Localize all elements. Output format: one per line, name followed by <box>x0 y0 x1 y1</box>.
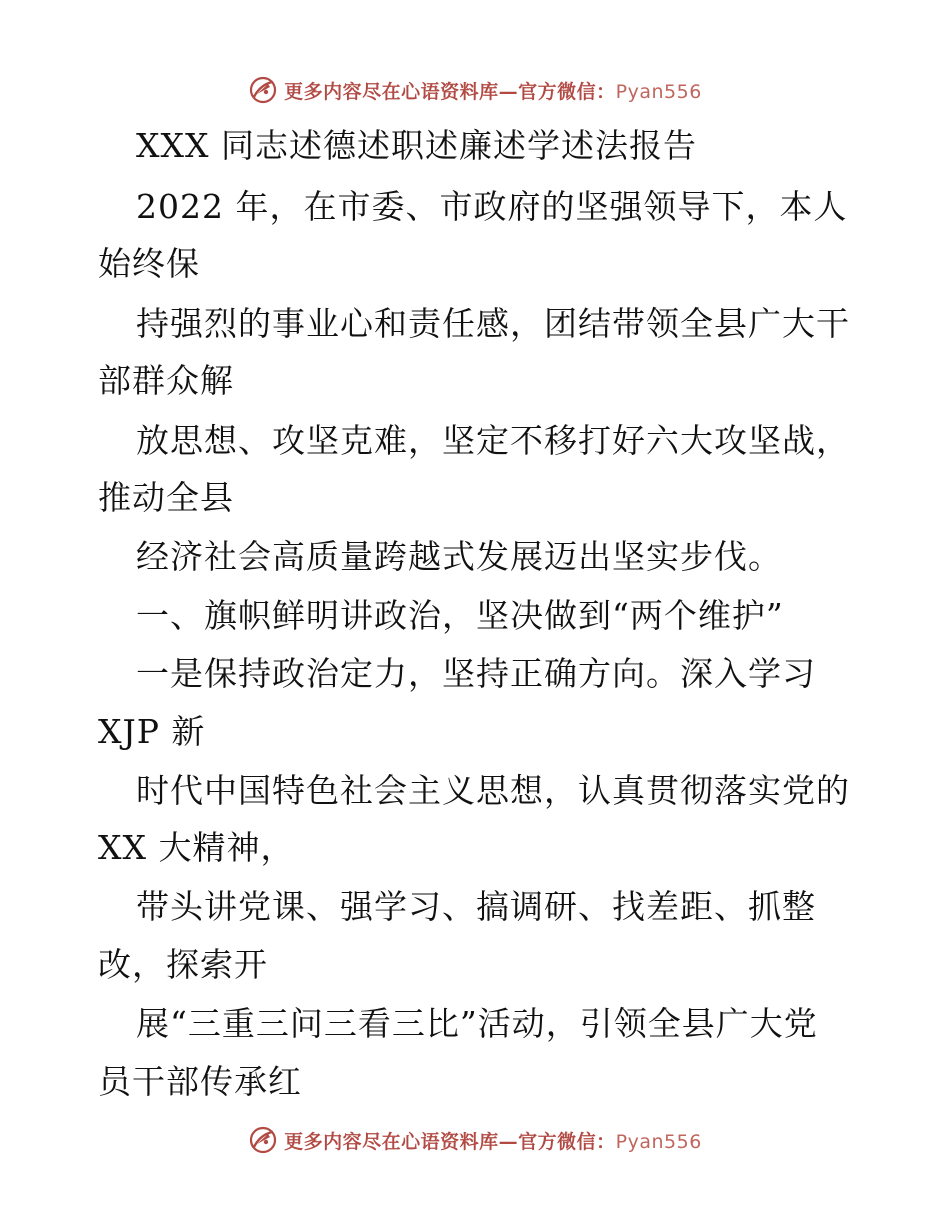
paragraph-line: XJP 新 <box>98 712 206 751</box>
watermark-wechat-id: Pyan556 <box>615 1130 702 1153</box>
paragraph-line: 经济社会高质量跨越式发展迈出坚实步伐。 <box>136 537 782 576</box>
paragraph-line: 始终保 <box>98 244 200 283</box>
paragraph-line: XX 大精神， <box>98 828 295 867</box>
paragraph-line: 展“三重三问三看三比”活动，引领全县广大党 <box>136 1004 818 1043</box>
paragraph-line: 2022 年，在市委、市政府的坚强领导下，本人 <box>136 187 848 226</box>
paragraph-line: 一是保持政治定力，坚持正确方向。深入学习 <box>136 654 816 693</box>
paragraph-line: 改，探索开 <box>98 945 268 984</box>
document-title: XXX 同志述德述职述廉述学述法报告 <box>136 126 697 165</box>
paragraph-line: 员干部传承红 <box>98 1062 302 1101</box>
paragraph-line: 持强烈的事业心和责任感，团结带领全县广大干 <box>136 304 850 343</box>
paragraph-line: 时代中国特色社会主义思想，认真贯彻落实党的 <box>136 771 850 810</box>
paragraph-line: 部群众解 <box>98 361 234 400</box>
paragraph-line: 带头讲党课、强学习、搞调研、找差距、抓整 <box>136 887 816 926</box>
paragraph-line: 放思想、攻坚克难，坚定不移打好六大攻坚战， <box>136 421 850 460</box>
paragraph-line: 推动全县 <box>98 478 234 517</box>
watermark-wechat-id: Pyan556 <box>615 80 702 103</box>
section-heading: 一、旗帜鲜明讲政治，坚决做到“两个维护” <box>136 596 784 635</box>
footer-watermark <box>0 1120 950 1160</box>
pen-logo-icon <box>248 1125 278 1155</box>
watermark-text: 更多内容尽在心语资料库—官方微信：Pyan556 <box>284 80 702 103</box>
watermark-text: 更多内容尽在心语资料库—官方微信：Pyan556 <box>284 1130 702 1153</box>
